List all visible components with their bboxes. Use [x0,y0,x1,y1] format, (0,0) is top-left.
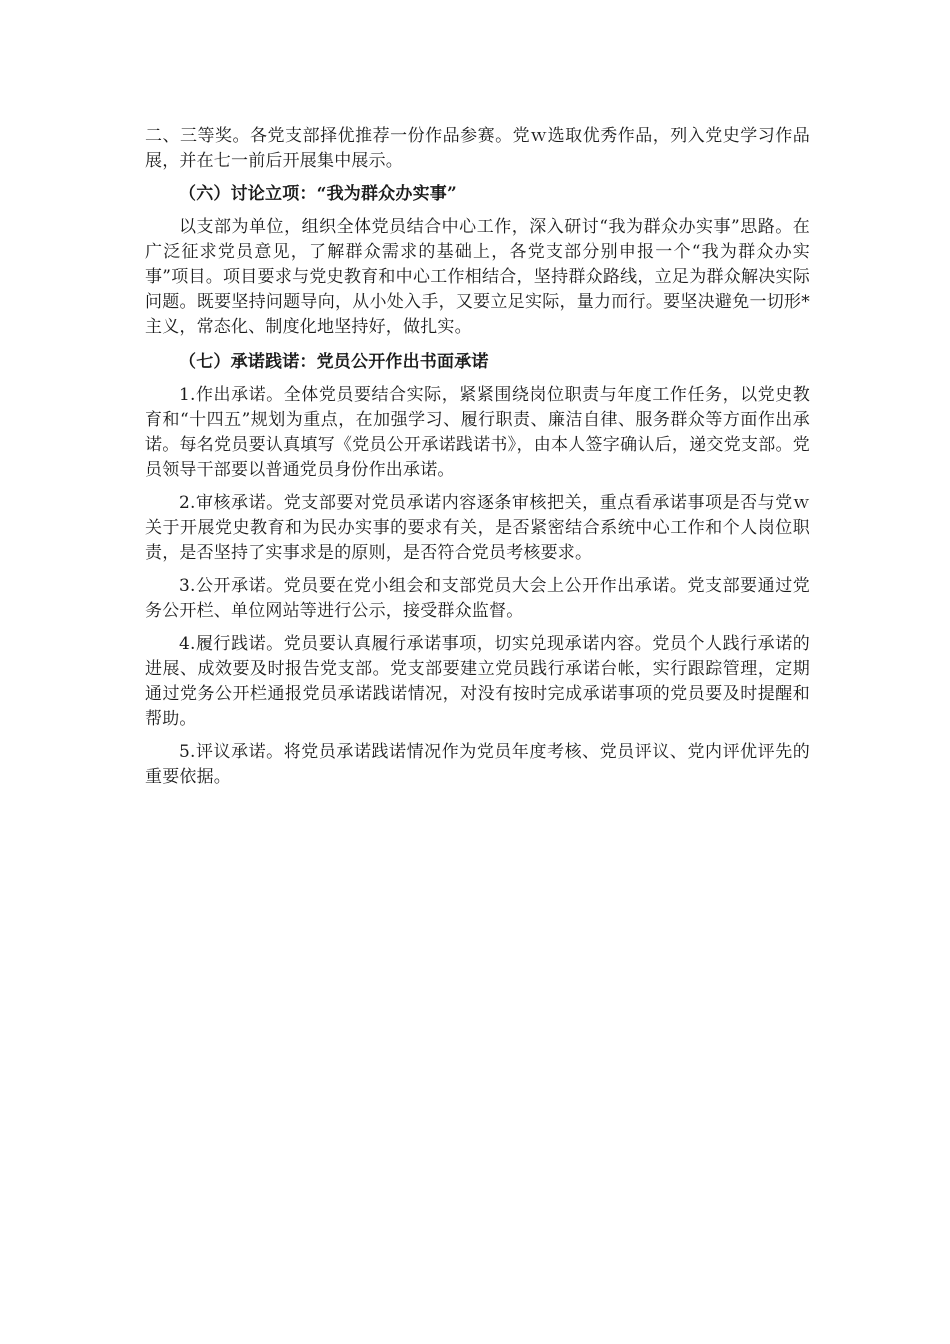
intro-paragraph: 二、三等奖。各党支部择优推荐一份作品参赛。党ｗ选取优秀作品，列入党史学习作品展，并在七一前后开展集中展示。 [145,126,810,171]
section-7-heading: （七）承诺践诺：党员公开作出书面承诺 [179,352,489,372]
section-7-item-5: 5.评议承诺。将党员承诺践诺情况作为党员年度考核、党员评议、党内评优评先的重要依据。 [145,742,810,787]
section-6-heading: （六）讨论立项：“我为群众办实事” [179,184,457,204]
document-page [145,124,810,790]
section-7-item-3: 3.公开承诺。党员要在党小组会和支部党员大会上公开作出承诺。党支部要通过党务公开栏、单位网站等进行公示，接受群众监督。 [145,576,810,621]
section-7-item-2: 2.审核承诺。党支部要对党员承诺内容逐条审核把关，重点看承诺事项是否与党ｗ关于开展党史教育和为民办实事的要求有关，是否紧密结合系统中心工作和个人岗位职责，是否坚持了实事求是的原则，是否符合党员考核要求。 [145,493,810,563]
section-6-body: 以支部为单位，组织全体党员结合中心工作，深入研讨“我为群众办实事”思路。在广泛征求党员意见，了解群众需求的基础上，各党支部分别申报一个“我为群众办实事”项目。项目要求与党史教育和中心工作相结合，坚持群众路线，立足为群众解决实际问题。既要坚持问题导向，从小处入手，又要立足实际，量力而行。要坚决避免一切形*主义，常态化、制度化地坚持好，做扎实。 [145,217,810,337]
section-7-item-1: 1.作出承诺。全体党员要结合实际，紧紧围绕岗位职责与年度工作任务，以党史教育和“十四五”规划为重点，在加强学习、履行职责、廉洁自律、服务群众等方面作出承诺。每名党员要认真填写《党员公开承诺践诺书》，由本人签字确认后，递交党支部。党员领导干部要以普通党员身份作出承诺。 [145,385,810,480]
section-7-item-4: 4.履行践诺。党员要认真履行承诺事项，切实兑现承诺内容。党员个人践行承诺的进展、成效要及时报告党支部。党支部要建立党员践行承诺台帐，实行跟踪管理，定期通过党务公开栏通报党员承诺践诺情况，对没有按时完成承诺事项的党员要及时提醒和帮助。 [145,634,810,729]
